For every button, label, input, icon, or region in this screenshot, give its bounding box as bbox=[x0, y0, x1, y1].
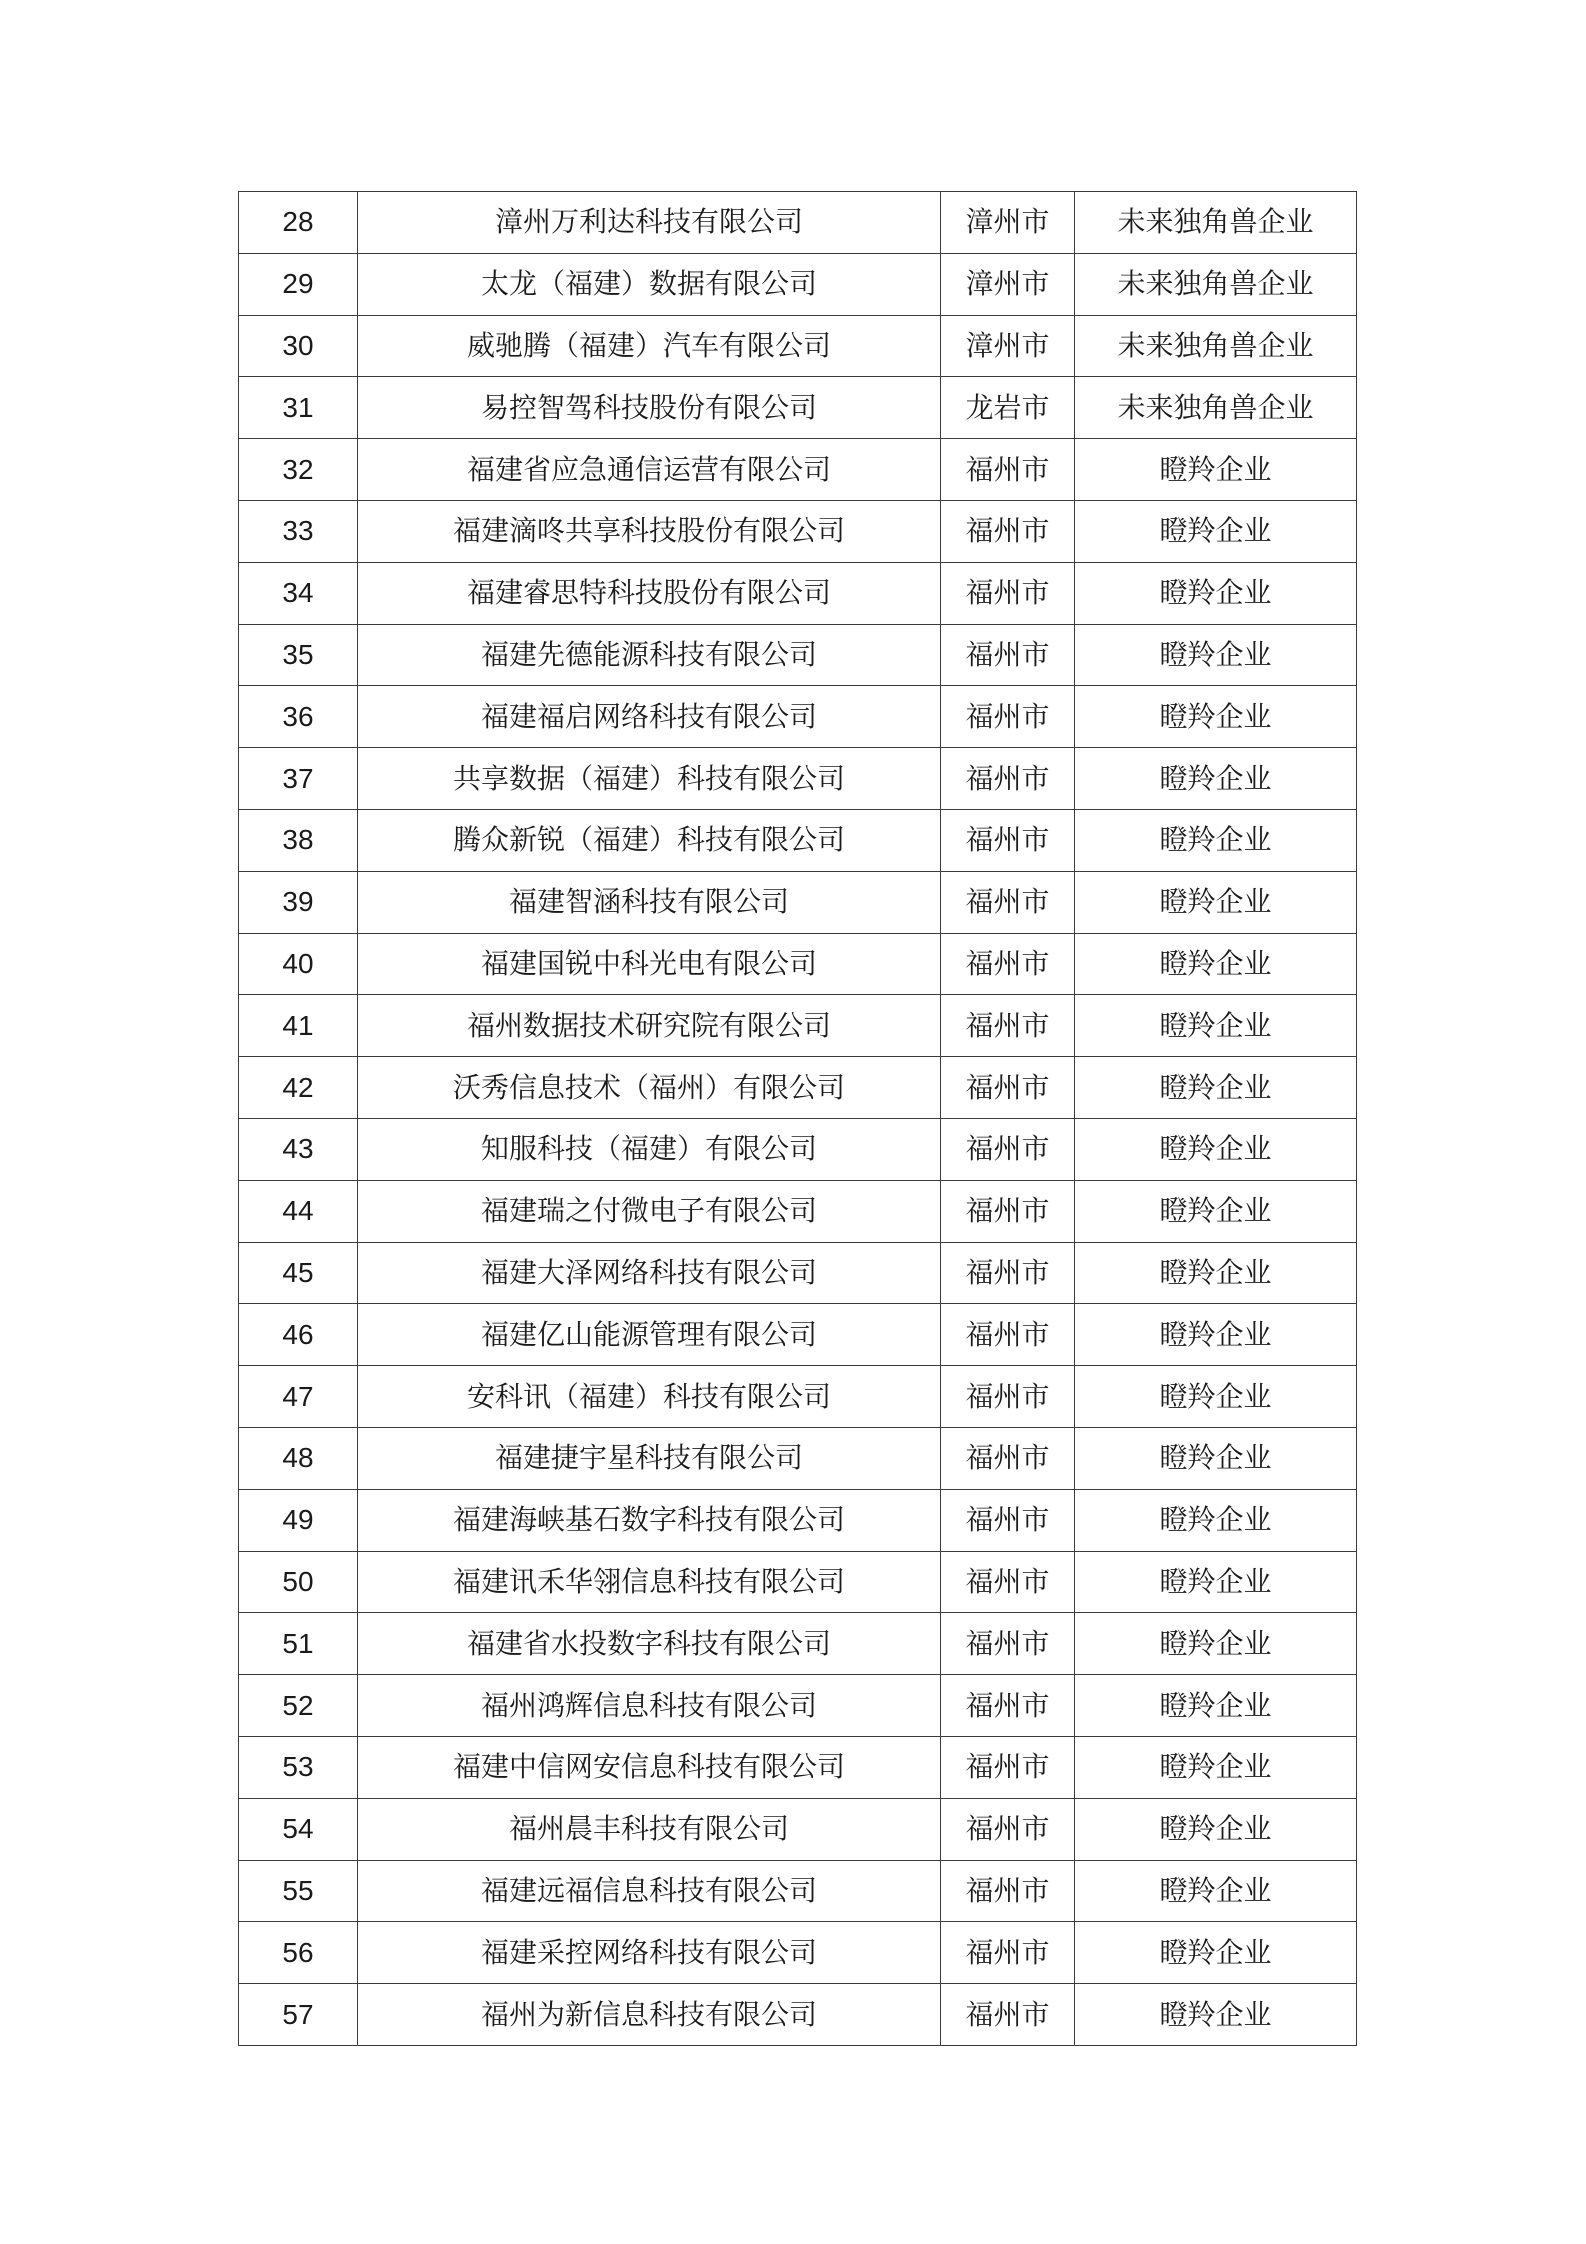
row-number-cell: 49 bbox=[239, 1489, 358, 1551]
table-row bbox=[239, 1366, 1357, 1428]
row-number-cell: 28 bbox=[239, 192, 358, 254]
row-number-cell: 36 bbox=[239, 686, 358, 748]
company-name-cell: 沃秀信息技术（福州）有限公司 bbox=[358, 1057, 941, 1119]
city-cell: 福州市 bbox=[941, 562, 1075, 624]
category-cell: 瞪羚企业 bbox=[1075, 871, 1357, 933]
company-name-cell: 威驰腾（福建）汽车有限公司 bbox=[358, 315, 941, 377]
category-cell: 瞪羚企业 bbox=[1075, 500, 1357, 562]
city-cell: 福州市 bbox=[941, 995, 1075, 1057]
table-row bbox=[239, 253, 1357, 315]
company-name-cell: 太龙（福建）数据有限公司 bbox=[358, 253, 941, 315]
category-cell: 瞪羚企业 bbox=[1075, 1922, 1357, 1984]
category-cell: 瞪羚企业 bbox=[1075, 624, 1357, 686]
city-cell: 福州市 bbox=[941, 1180, 1075, 1242]
city-cell: 龙岩市 bbox=[941, 377, 1075, 439]
row-number-cell: 34 bbox=[239, 562, 358, 624]
company-name-cell: 福州晨丰科技有限公司 bbox=[358, 1798, 941, 1860]
row-number-cell: 56 bbox=[239, 1922, 358, 1984]
row-number-cell: 43 bbox=[239, 1118, 358, 1180]
row-number-cell: 38 bbox=[239, 809, 358, 871]
city-cell: 福州市 bbox=[941, 1984, 1075, 2046]
category-cell: 瞪羚企业 bbox=[1075, 1180, 1357, 1242]
company-name-cell: 安科讯（福建）科技有限公司 bbox=[358, 1366, 941, 1428]
company-name-cell: 福建亿山能源管理有限公司 bbox=[358, 1304, 941, 1366]
table-row bbox=[239, 562, 1357, 624]
category-cell: 瞪羚企业 bbox=[1075, 1984, 1357, 2046]
company-name-cell: 福州鸿辉信息科技有限公司 bbox=[358, 1675, 941, 1737]
row-number-cell: 40 bbox=[239, 933, 358, 995]
row-number-cell: 42 bbox=[239, 1057, 358, 1119]
company-name-cell: 漳州万利达科技有限公司 bbox=[358, 192, 941, 254]
company-name-cell: 福建讯禾华翎信息科技有限公司 bbox=[358, 1551, 941, 1613]
category-cell: 瞪羚企业 bbox=[1075, 1366, 1357, 1428]
city-cell: 福州市 bbox=[941, 933, 1075, 995]
company-name-cell: 腾众新锐（福建）科技有限公司 bbox=[358, 809, 941, 871]
enterprise-list-table bbox=[238, 191, 1357, 2046]
table-row bbox=[239, 439, 1357, 501]
category-cell: 瞪羚企业 bbox=[1075, 1551, 1357, 1613]
table-row bbox=[239, 1057, 1357, 1119]
city-cell: 福州市 bbox=[941, 1860, 1075, 1922]
row-number-cell: 47 bbox=[239, 1366, 358, 1428]
category-cell: 瞪羚企业 bbox=[1075, 1613, 1357, 1675]
table-row bbox=[239, 1180, 1357, 1242]
company-name-cell: 福建中信网安信息科技有限公司 bbox=[358, 1736, 941, 1798]
company-name-cell: 知服科技（福建）有限公司 bbox=[358, 1118, 941, 1180]
row-number-cell: 50 bbox=[239, 1551, 358, 1613]
city-cell: 福州市 bbox=[941, 1057, 1075, 1119]
row-number-cell: 37 bbox=[239, 748, 358, 810]
table-row bbox=[239, 624, 1357, 686]
row-number-cell: 48 bbox=[239, 1427, 358, 1489]
city-cell: 福州市 bbox=[941, 1304, 1075, 1366]
row-number-cell: 51 bbox=[239, 1613, 358, 1675]
city-cell: 福州市 bbox=[941, 624, 1075, 686]
category-cell: 瞪羚企业 bbox=[1075, 1304, 1357, 1366]
category-cell: 瞪羚企业 bbox=[1075, 1118, 1357, 1180]
company-name-cell: 福建省水投数字科技有限公司 bbox=[358, 1613, 941, 1675]
table-row bbox=[239, 748, 1357, 810]
city-cell: 福州市 bbox=[941, 1242, 1075, 1304]
row-number-cell: 45 bbox=[239, 1242, 358, 1304]
city-cell: 福州市 bbox=[941, 1118, 1075, 1180]
company-name-cell: 共享数据（福建）科技有限公司 bbox=[358, 748, 941, 810]
company-name-cell: 易控智驾科技股份有限公司 bbox=[358, 377, 941, 439]
table-row bbox=[239, 1922, 1357, 1984]
category-cell: 瞪羚企业 bbox=[1075, 933, 1357, 995]
table-row bbox=[239, 1984, 1357, 2046]
company-name-cell: 福州数据技术研究院有限公司 bbox=[358, 995, 941, 1057]
category-cell: 瞪羚企业 bbox=[1075, 1860, 1357, 1922]
city-cell: 福州市 bbox=[941, 1922, 1075, 1984]
category-cell: 瞪羚企业 bbox=[1075, 1489, 1357, 1551]
company-name-cell: 福建滴咚共享科技股份有限公司 bbox=[358, 500, 941, 562]
company-name-cell: 福建福启网络科技有限公司 bbox=[358, 686, 941, 748]
city-cell: 福州市 bbox=[941, 1489, 1075, 1551]
company-name-cell: 福建瑞之付微电子有限公司 bbox=[358, 1180, 941, 1242]
table-row bbox=[239, 686, 1357, 748]
category-cell: 瞪羚企业 bbox=[1075, 439, 1357, 501]
row-number-cell: 31 bbox=[239, 377, 358, 439]
city-cell: 福州市 bbox=[941, 686, 1075, 748]
row-number-cell: 32 bbox=[239, 439, 358, 501]
company-name-cell: 福建国锐中科光电有限公司 bbox=[358, 933, 941, 995]
city-cell: 福州市 bbox=[941, 1427, 1075, 1489]
row-number-cell: 39 bbox=[239, 871, 358, 933]
row-number-cell: 29 bbox=[239, 253, 358, 315]
table-row bbox=[239, 809, 1357, 871]
table-row bbox=[239, 500, 1357, 562]
table-row bbox=[239, 1736, 1357, 1798]
city-cell: 福州市 bbox=[941, 1798, 1075, 1860]
company-name-cell: 福建睿思特科技股份有限公司 bbox=[358, 562, 941, 624]
company-name-cell: 福建远福信息科技有限公司 bbox=[358, 1860, 941, 1922]
city-cell: 漳州市 bbox=[941, 192, 1075, 254]
table-row bbox=[239, 1489, 1357, 1551]
table-row bbox=[239, 1613, 1357, 1675]
city-cell: 福州市 bbox=[941, 748, 1075, 810]
city-cell: 福州市 bbox=[941, 1675, 1075, 1737]
table-row bbox=[239, 1304, 1357, 1366]
company-name-cell: 福建省应急通信运营有限公司 bbox=[358, 439, 941, 501]
category-cell: 瞪羚企业 bbox=[1075, 748, 1357, 810]
category-cell: 瞪羚企业 bbox=[1075, 1242, 1357, 1304]
table-row bbox=[239, 933, 1357, 995]
row-number-cell: 41 bbox=[239, 995, 358, 1057]
city-cell: 福州市 bbox=[941, 1613, 1075, 1675]
category-cell: 瞪羚企业 bbox=[1075, 686, 1357, 748]
category-cell: 瞪羚企业 bbox=[1075, 1427, 1357, 1489]
row-number-cell: 53 bbox=[239, 1736, 358, 1798]
category-cell: 瞪羚企业 bbox=[1075, 995, 1357, 1057]
row-number-cell: 44 bbox=[239, 1180, 358, 1242]
row-number-cell: 52 bbox=[239, 1675, 358, 1737]
category-cell: 瞪羚企业 bbox=[1075, 809, 1357, 871]
table-row bbox=[239, 315, 1357, 377]
row-number-cell: 54 bbox=[239, 1798, 358, 1860]
company-name-cell: 福建大泽网络科技有限公司 bbox=[358, 1242, 941, 1304]
company-name-cell: 福建先德能源科技有限公司 bbox=[358, 624, 941, 686]
category-cell: 未来独角兽企业 bbox=[1075, 315, 1357, 377]
category-cell: 瞪羚企业 bbox=[1075, 1675, 1357, 1737]
category-cell: 未来独角兽企业 bbox=[1075, 377, 1357, 439]
company-name-cell: 福建海峡基石数字科技有限公司 bbox=[358, 1489, 941, 1551]
row-number-cell: 35 bbox=[239, 624, 358, 686]
table-row bbox=[239, 871, 1357, 933]
city-cell: 福州市 bbox=[941, 809, 1075, 871]
category-cell: 瞪羚企业 bbox=[1075, 1736, 1357, 1798]
row-number-cell: 33 bbox=[239, 500, 358, 562]
table-row bbox=[239, 995, 1357, 1057]
city-cell: 漳州市 bbox=[941, 253, 1075, 315]
table-row bbox=[239, 1675, 1357, 1737]
city-cell: 漳州市 bbox=[941, 315, 1075, 377]
city-cell: 福州市 bbox=[941, 439, 1075, 501]
category-cell: 未来独角兽企业 bbox=[1075, 192, 1357, 254]
table-row bbox=[239, 1798, 1357, 1860]
row-number-cell: 55 bbox=[239, 1860, 358, 1922]
company-name-cell: 福建捷宇星科技有限公司 bbox=[358, 1427, 941, 1489]
table-row bbox=[239, 1118, 1357, 1180]
table-row bbox=[239, 192, 1357, 254]
company-name-cell: 福州为新信息科技有限公司 bbox=[358, 1984, 941, 2046]
table-row bbox=[239, 1860, 1357, 1922]
table-row bbox=[239, 1551, 1357, 1613]
city-cell: 福州市 bbox=[941, 1366, 1075, 1428]
city-cell: 福州市 bbox=[941, 1736, 1075, 1798]
company-name-cell: 福建采控网络科技有限公司 bbox=[358, 1922, 941, 1984]
table-row bbox=[239, 1427, 1357, 1489]
row-number-cell: 46 bbox=[239, 1304, 358, 1366]
table-row bbox=[239, 377, 1357, 439]
company-name-cell: 福建智涵科技有限公司 bbox=[358, 871, 941, 933]
category-cell: 瞪羚企业 bbox=[1075, 1057, 1357, 1119]
city-cell: 福州市 bbox=[941, 871, 1075, 933]
table-body bbox=[239, 192, 1357, 2046]
category-cell: 瞪羚企业 bbox=[1075, 562, 1357, 624]
category-cell: 瞪羚企业 bbox=[1075, 1798, 1357, 1860]
table-row bbox=[239, 1242, 1357, 1304]
row-number-cell: 57 bbox=[239, 1984, 358, 2046]
category-cell: 未来独角兽企业 bbox=[1075, 253, 1357, 315]
row-number-cell: 30 bbox=[239, 315, 358, 377]
city-cell: 福州市 bbox=[941, 500, 1075, 562]
city-cell: 福州市 bbox=[941, 1551, 1075, 1613]
